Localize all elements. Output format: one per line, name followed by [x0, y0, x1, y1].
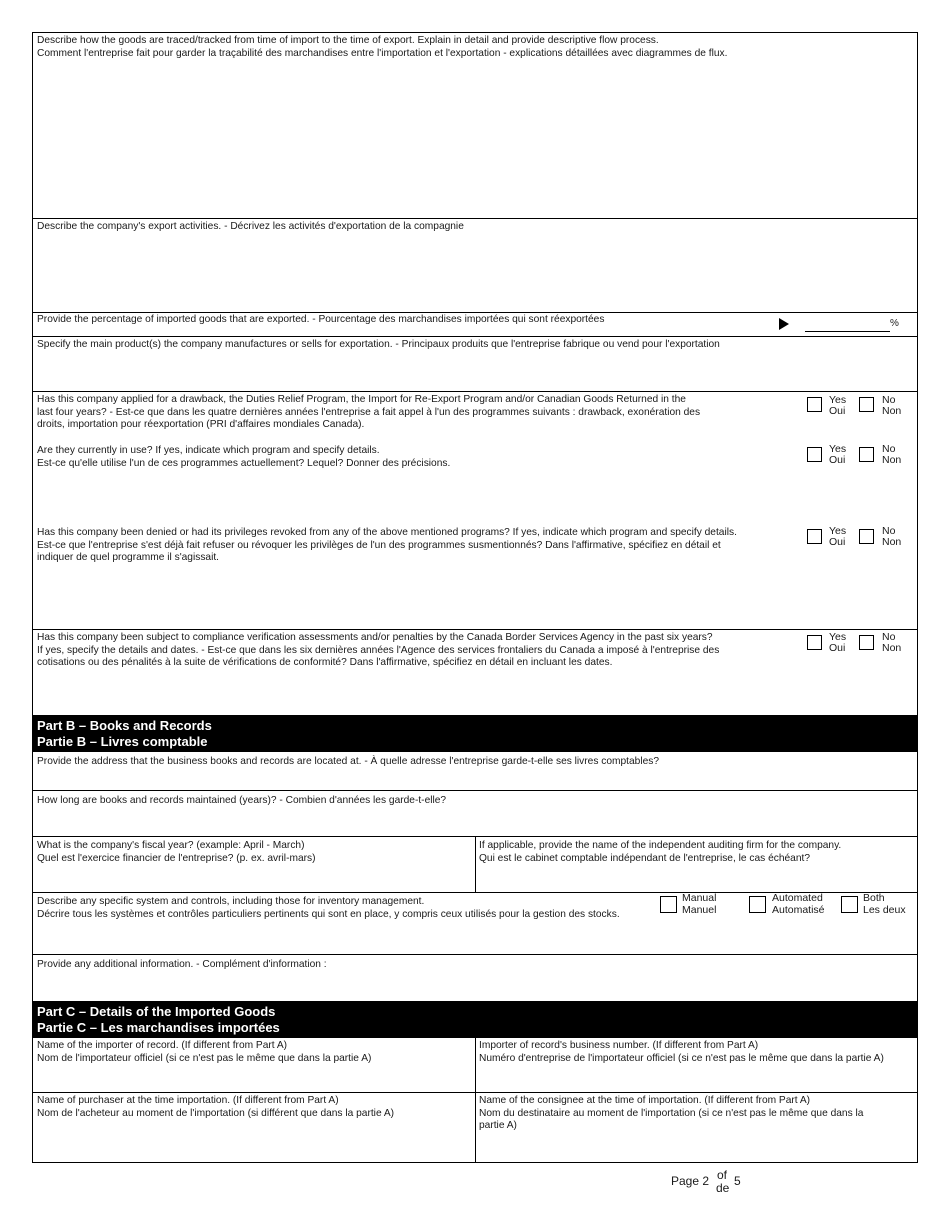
answer-compliance-field[interactable] [33, 672, 917, 714]
question-importer-name: Name of the importer of record. (If different from Part A) Nom de l'importateur officiel (si ce n'est pas le même que dans la partie A) [37, 1040, 372, 1064]
question-additional-info: Provide any additional information. - Complément d'information : [37, 959, 327, 970]
page-de-label: de [716, 1181, 730, 1195]
question-export: Describe the company's export activities. - Décrivez les activités d'exportation de la compagnie [37, 221, 464, 232]
system-manual-checkbox[interactable] [660, 896, 677, 913]
system-manual-label: Manual Manuel [682, 892, 717, 916]
divider [32, 790, 918, 791]
answer-importer-name-field[interactable] [33, 1066, 474, 1091]
divider [32, 629, 918, 630]
drawback-no-label: No Non [882, 394, 902, 417]
drawback-no-checkbox[interactable] [859, 397, 874, 412]
answer-traced-field[interactable] [33, 62, 917, 217]
question-books-years: How long are books and records maintained (years)? - Combien d'années les garde-t-elle? [37, 795, 447, 806]
form-bottom-border [32, 1162, 918, 1163]
question-books-address: Provide the address that the business books and records are located at. - À quelle adresse l'entreprise garde-t-elle ses livres comptables? [37, 756, 660, 767]
question-importer-business-number: Importer of record's business number. (If different from Part A) Numéro d'entreprise de l'importateur officiel (si ce n'est pas le même que dans la partie A) [479, 1040, 884, 1064]
question-denied: Has this company been denied or had its privileges revoked from any of the above mentioned programs? If yes, indicate which program and specify details. Est-ce que l'entreprise s'est déjà fait refuser ou révoquer les privilèges de l'un des programmes susmentionnés? Dans l'affirmative, spécifiez en détail et indiquer de quel programme il s'agissait. [37, 527, 737, 563]
divider [32, 312, 918, 313]
question-in-use: Are they currently in use? If yes, indicate which program and specify details. Est-ce qu'elle utilise l'un de ces programmes actuellement? Lequel? Donner des précisions. [37, 445, 451, 469]
denied-no-checkbox[interactable] [859, 529, 874, 544]
percentage-input[interactable] [805, 318, 890, 332]
answer-export-field[interactable] [33, 236, 917, 311]
part-b-header: Part B – Books and Records Partie B – Livres comptable [32, 715, 918, 752]
system-automated-checkbox[interactable] [749, 896, 766, 913]
answer-consignee-field[interactable] [476, 1134, 917, 1162]
denied-yes-label: Yes Oui [829, 525, 847, 548]
percent-symbol: % [890, 318, 899, 329]
compliance-yes-checkbox[interactable] [807, 635, 822, 650]
divider [32, 336, 918, 337]
answer-products-field[interactable] [33, 354, 917, 390]
answer-denied-field[interactable] [33, 566, 917, 627]
system-both-checkbox[interactable] [841, 896, 858, 913]
compliance-no-checkbox[interactable] [859, 635, 874, 650]
divider [32, 391, 918, 392]
compliance-no-label: No Non [882, 631, 902, 654]
question-consignee: Name of the consignee at the time of importation. (If different from Part A) Nom du destinataire au moment de l'importation (si ce n'est pas le même que dans la partie A) [479, 1095, 864, 1131]
system-automated-label: Automated Automatisé [772, 892, 825, 916]
page-label: Page 2 [671, 1174, 710, 1188]
compliance-yes-label: Yes Oui [829, 631, 847, 654]
answer-fiscal-year-field[interactable] [33, 866, 474, 891]
answer-books-years-field[interactable] [33, 810, 917, 834]
denied-yes-checkbox[interactable] [807, 529, 822, 544]
question-auditor: If applicable, provide the name of the independent auditing firm for the company. Qui est le cabinet comptable indépendant de l'entreprise, le cas échéant? [479, 840, 842, 864]
question-compliance: Has this company been subject to compliance verification assessments and/or penalties by the Canada Border Services Agency in the past six years? If yes, specify the details and dates. - Est-ce que dans les six dernières années l'Agence des services frontaliers du Canada a imposé à l'entreprise des cotisations ou des pénalités à la suite de vérifications de conformité? Dans l'affirmative, spécifiez en détail en incluant les dates. [37, 632, 720, 668]
question-traced: Describe how the goods are traced/tracked from time of import to the time of export. Explain in detail and provide descriptive flow process. Comment l'entreprise fait pour garder la traçabilité des marchandises entre l'importation et l'exportation - explications détaillées avec diagrammes de flux. [37, 35, 728, 59]
system-both-label: Both Les deux [863, 892, 906, 916]
form-top-border [32, 32, 918, 33]
question-percentage: Provide the percentage of imported goods that are exported. - Pourcentage des marchandises importées qui sont réexportées [37, 314, 605, 325]
question-fiscal-year: What is the company's fiscal year? (example: April - March) Quel est l'exercice financier de l'entreprise? (p. ex. avril-mars) [37, 840, 316, 864]
answer-in-use-field[interactable] [33, 472, 917, 522]
part-c-header: Part C – Details of the Imported Goods Partie C – Les marchandises importées [32, 1001, 918, 1038]
answer-additional-info-field[interactable] [33, 974, 917, 1000]
drawback-yes-label: Yes Oui [829, 394, 847, 417]
form-right-border [917, 32, 918, 1163]
in-use-no-label: No Non [882, 443, 902, 466]
drawback-yes-checkbox[interactable] [807, 397, 822, 412]
divider [32, 218, 918, 219]
denied-no-label: No Non [882, 525, 902, 548]
answer-importer-business-number-field[interactable] [476, 1066, 917, 1091]
answer-auditor-field[interactable] [476, 866, 917, 891]
in-use-yes-label: Yes Oui [829, 443, 847, 466]
page-total: 5 [734, 1174, 741, 1188]
divider [32, 954, 918, 955]
page-of-label: of [717, 1168, 728, 1182]
question-purchaser: Name of purchaser at the time importation. (If different from Part A) Nom de l'acheteur au moment de l'importation (si différent que dans la partie A) [37, 1095, 395, 1119]
answer-systems-field[interactable] [33, 922, 917, 953]
arrow-right-icon [779, 318, 789, 330]
answer-books-address-field[interactable] [33, 770, 917, 789]
in-use-yes-checkbox[interactable] [807, 447, 822, 462]
divider [32, 1092, 918, 1093]
question-systems: Describe any specific system and controls, including those for inventory management. Décrire tous les systèmes et contrôles particuliers pertinents qui sont en place, y compris ceux utilisés pour la gestion des stocks. [37, 896, 620, 920]
question-drawback: Has this company applied for a drawback, the Duties Relief Program, the Import for Re-Export Program and/or Canadian Goods Returned in the last four years? - Est-ce que dans les quatre dernières années l'entreprise a fait appel à l'un des programmes suivants : drawback, exonération des droits, importation pour réexportation (PRI d'affaires mondiales Canada). [37, 394, 701, 430]
question-products: Specify the main product(s) the company manufactures or sells for exportation. - Principaux produits que l'entreprise fabrique ou vend pour l'exportation [37, 339, 720, 350]
answer-purchaser-field[interactable] [33, 1122, 474, 1162]
in-use-no-checkbox[interactable] [859, 447, 874, 462]
